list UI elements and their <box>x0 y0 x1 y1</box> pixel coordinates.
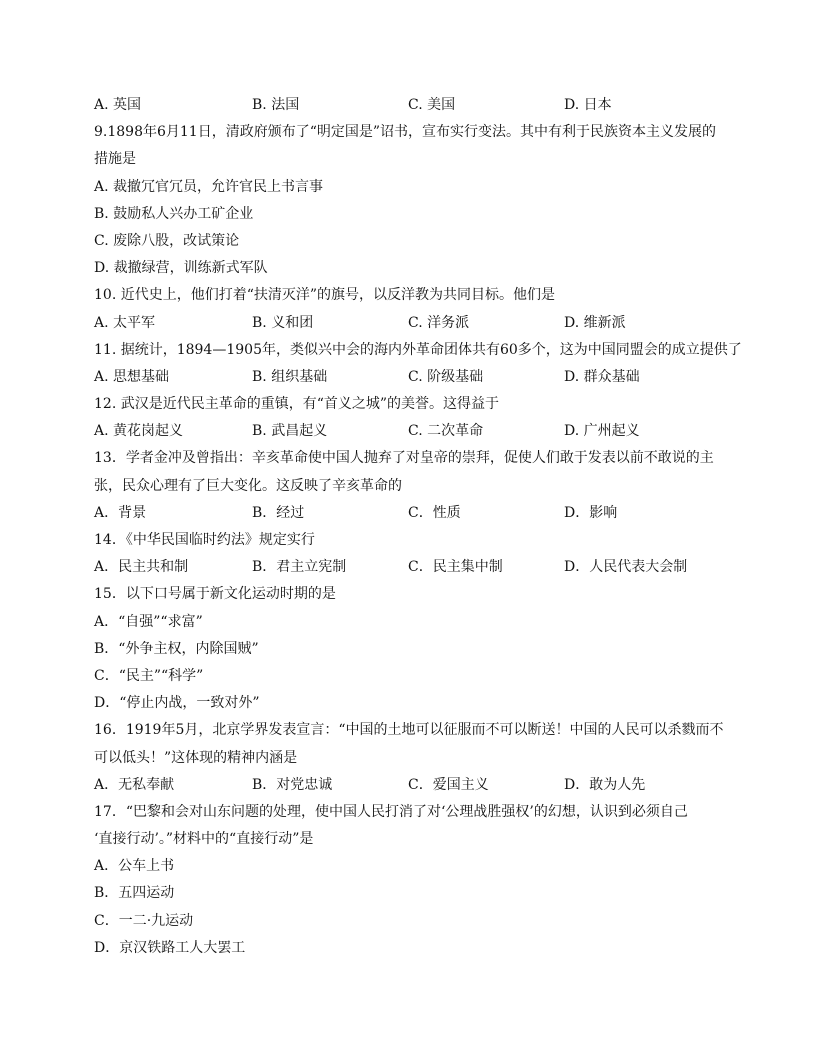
q13-options <box>94 500 734 527</box>
q12-option-b: B. 武昌起义 <box>252 423 328 440</box>
q16-option-b: B．对党忠诚 <box>252 776 333 793</box>
q12-stem: 12. 武汉是近代民主革命的重镇，有“首义之城”的美誉。这得益于 <box>94 396 500 413</box>
q15-option-d: D．“停止内战，一致对外” <box>94 695 260 712</box>
q16-option-a: A．无私奉献 <box>94 776 175 793</box>
q10-option-c: C. 洋务派 <box>408 314 470 331</box>
q14-option-d: D．人民代表大会制 <box>564 559 688 576</box>
q9-option-b: B. 鼓励私人兴办工矿企业 <box>94 205 254 222</box>
q13-stem-line1: 13．学者金冲及曾指出：辛亥革命使中国人抛弃了对皇帝的崇拜，促使人们敢于发表以前不敢说的主 <box>94 450 714 467</box>
q16-options <box>94 772 734 799</box>
exam-content <box>94 92 742 962</box>
q13-option-a: A．背景 <box>94 504 147 521</box>
q12-options <box>94 418 734 445</box>
q15-option-b: B．“外争主权，内除国贼” <box>94 640 259 657</box>
q15-option-a: A．“自强”“求富” <box>94 613 203 630</box>
q9-option-a: A. 裁撤冗官冗员，允许官民上书言事 <box>94 178 324 195</box>
q9-option-d: D. 裁撤绿营，训练新式军队 <box>94 260 268 277</box>
q12-option-d: D. 广州起义 <box>564 423 640 440</box>
q10-option-a: A. 太平军 <box>94 314 156 331</box>
q13-option-c: C．性质 <box>408 504 461 521</box>
q11-option-c: C. 阶级基础 <box>408 368 484 385</box>
q8-option-b: B. 法国 <box>252 97 300 113</box>
q14-stem: 14．《中华民国临时约法》规定实行 <box>94 532 315 548</box>
q9-option-c: C. 废除八股，改试策论 <box>94 232 240 249</box>
q10-option-b: B. 义和团 <box>252 314 314 331</box>
q8-option-d: D. 日本 <box>564 97 612 113</box>
q9-stem-line1: 9.1898年6月11日，清政府颁布了“明定国是”诏书，宣布实行变法。其中有利于民族资本主义发展的 <box>94 124 717 141</box>
q11-option-a: A. 思想基础 <box>94 368 170 385</box>
q9-stem-line2: 措施是 <box>94 151 136 168</box>
q8-option-a: A. 英国 <box>94 97 142 113</box>
q17-option-b: B．五四运动 <box>94 885 175 902</box>
q10-option-d: D. 维新派 <box>564 314 626 331</box>
q11-options <box>94 364 734 391</box>
q11-option-b: B. 组织基础 <box>252 368 328 385</box>
q8-options <box>94 92 734 119</box>
q17-stem-line1: 17．“巴黎和会对山东问题的处理，使中国人民打消了对‘公理战胜强权’的幻想，认识到必须自己 <box>94 803 688 820</box>
q14-options <box>94 554 734 581</box>
q16-option-d: D．敢为人先 <box>564 776 646 793</box>
q11-stem: 11. 据统计，1894—1905年，类似兴中会的海内外革命团体共有60多个，这为中国同盟会的成立提供了 <box>94 341 742 358</box>
q13-stem-line2: 张，民众心理有了巨大变化。这反映了辛亥革命的 <box>94 477 402 494</box>
q14-option-c: C．民主集中制 <box>408 559 503 576</box>
q17-option-c: C．一二·九运动 <box>94 912 194 929</box>
q16-stem-line1: 16．1919年5月，北京学界发表宣言：“中国的土地可以征服而不可以断送！中国的人民可以杀戮而不 <box>94 722 724 739</box>
q15-stem: 15．以下口号属于新文化运动时期的是 <box>94 586 336 603</box>
q17-option-a: A．公车上书 <box>94 858 175 875</box>
q16-stem-line2: 可以低头！”这体现的精神内涵是 <box>94 749 298 766</box>
q16-option-c: C．爱国主义 <box>408 776 489 793</box>
q15-option-c: C．“民主”“科学” <box>94 667 204 684</box>
q10-options <box>94 310 734 337</box>
q13-option-d: D．影响 <box>564 504 618 521</box>
q11-option-d: D. 群众基础 <box>564 368 640 385</box>
q13-option-b: B．经过 <box>252 504 305 521</box>
q12-option-c: C. 二次革命 <box>408 423 484 440</box>
q10-stem: 10. 近代史上，他们打着“扶清灭洋”的旗号，以反洋教为共同目标。他们是 <box>94 287 556 304</box>
q17-option-d: D．京汉铁路工人大罢工 <box>94 939 246 956</box>
q14-option-a: A．民主共和制 <box>94 559 189 576</box>
q17-stem-line2: ‘直接行动’。”材料中的“直接行动”是 <box>94 831 314 848</box>
q8-option-c: C. 美国 <box>408 97 456 113</box>
q12-option-a: A. 黄花岗起义 <box>94 423 184 440</box>
q14-option-b: B．君主立宪制 <box>252 559 347 576</box>
